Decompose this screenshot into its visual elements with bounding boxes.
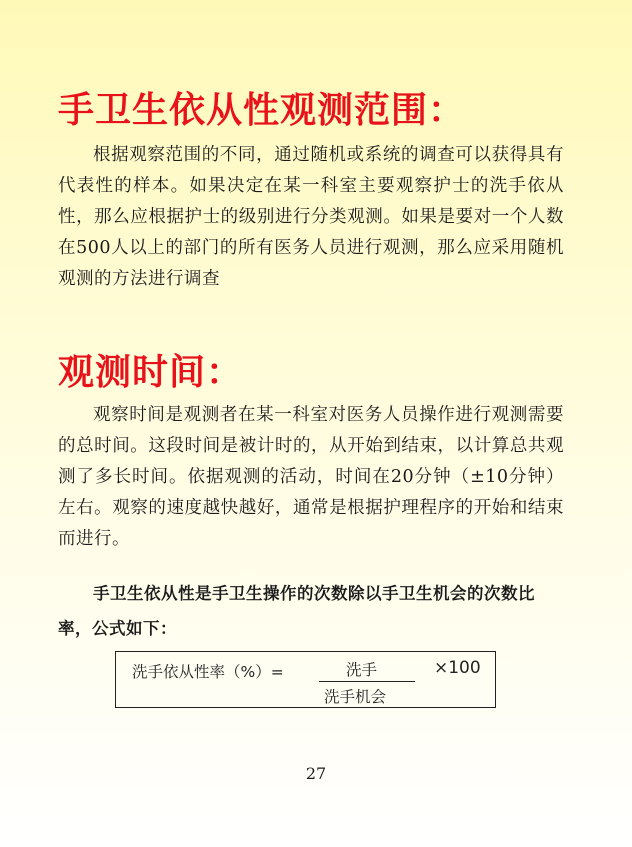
section-body-scope: 根据观察范围的不同，通过随机或系统的调查可以获得具有代表性的样本。如果决定在某一科室主要观察护士的洗手依从性，那么应根据护士的级别进行分类观测。如果是要对一个人数在500人以上的部门的所有医务人员进行观测，那么应采用随机观测的方法进行调查 — [58, 145, 564, 289]
section-body-time: 观察时间是观测者在某一科室对医务人员操作进行观测需要的总时间。这段时间是被计时的，从开始到结束，以计算总共观测了多长时间。依据观测的活动，时间在20分钟（±10分钟）左右。观察的速度越快越好，通常是根据护理程序的开始和结束而进行。 — [58, 405, 564, 549]
formula-denominator: 洗手机会 — [324, 688, 387, 706]
section-title-time: 观测时间： — [58, 352, 244, 393]
formula-label: 洗手依从性率（%）= — [132, 663, 284, 681]
formula-multiplier: ×100 — [434, 658, 481, 678]
compliance-definition: 手卫生依从性是手卫生操作的次数除以手卫生机会的次数比率，公式如下： — [58, 584, 535, 638]
section-title-scope: 手卫生依从性观测范围： — [58, 90, 466, 131]
page-number: 27 — [305, 764, 327, 783]
fraction-bar — [319, 681, 415, 682]
formula-box — [115, 651, 496, 708]
formula-numerator: 洗手 — [346, 661, 378, 679]
